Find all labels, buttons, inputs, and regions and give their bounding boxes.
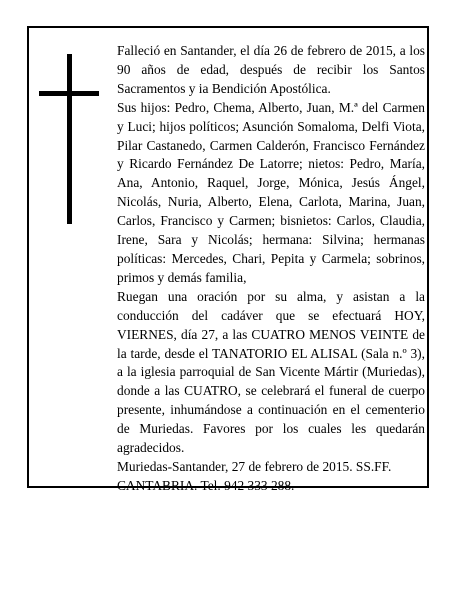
notice-body xyxy=(117,42,425,496)
latin-cross-icon xyxy=(39,54,99,224)
cross-vertical-bar xyxy=(67,54,72,224)
death-announcement: Falleció en Santander, el día 26 de febrero de 2015, a los 90 años de edad, después de recibir los Santos Sacramentos y ia Bendición Apostólica. xyxy=(117,43,425,96)
obituary-notice xyxy=(27,26,429,493)
family-list: Sus hijos: Pedro, Chema, Alberto, Juan, M.ª del Carmen y Luci; hijos políticos; Asunción Somaloma, Delfi Viota, Pilar Castanedo, Carmen Calderón, Francisco Fernández y Ricardo Fernández De Latorre; nietos: Pedro, María, Ana, Antonio, Raquel, Jorge, Mónica, Jesús Ángel, Nicolás, Nuria, Alberto, Elena, Carlota, Marina, Juan, Carlos, Francisco y Carmen; bisnietos: Carlos, Claudia, Irene, Sara y Nicolás; hermana: Silvina; hermanas políticas: Mercedes, Chari, Pepita y Carmela; sobrinos, primos y demás familia, xyxy=(117,99,425,285)
funeral-details: Ruegan una oración por su alma, y asistan a la conducción del cadáver que se efectuará HOY, VIERNES, día 27, a las CUATRO MENOS VEINTE de la tarde, desde el TANATORIO EL ALISAL (Sala n.º 3), a la iglesia parroquial de San Vicente Mártir (Muriedas), donde a las CUATRO, se celebrará el funeral de cuerpo presente, inhumándose a continuación en el cementerio de Muriedas. Favores por los cuales les quedarán agradecidos. xyxy=(117,288,425,456)
cross-horizontal-bar xyxy=(39,91,99,96)
funeral-home-signature: Muriedas-Santander, 27 de febrero de 2015. SS.FF. CANTABRIA. Tel. 942 333 288. xyxy=(117,458,392,493)
